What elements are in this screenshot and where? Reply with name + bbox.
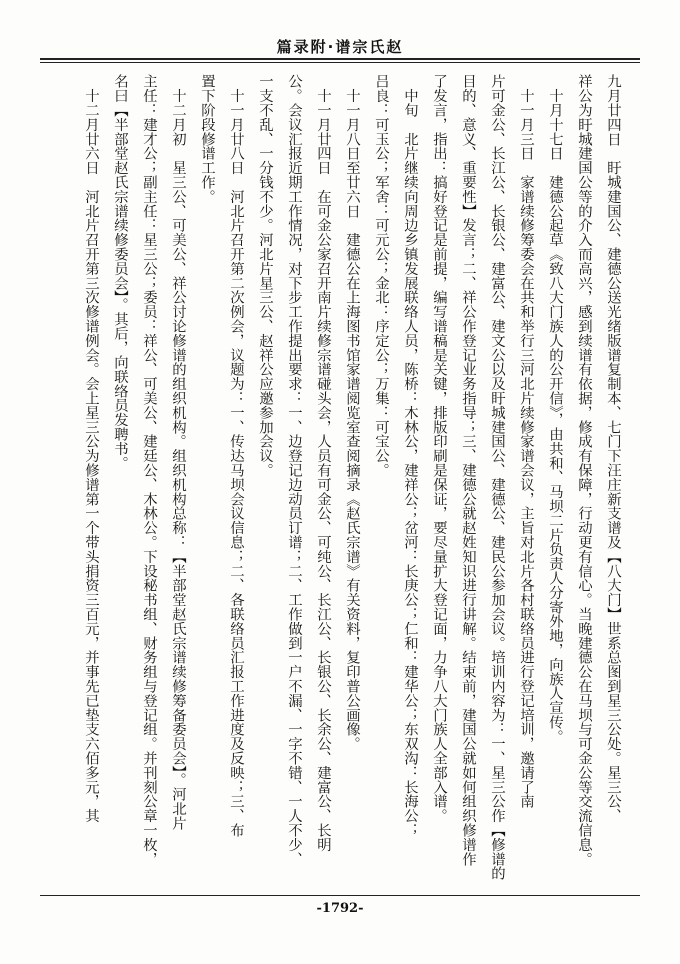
text-column-15: 置下阶段修谱工作。 [199, 74, 215, 204]
text-column-9: 吕良：可玉公；军舍：可元公；金北：序定公；万集：可宝公。 [373, 74, 389, 478]
text-column-1: 九月廿四日 盱城建国公、建德公送光绪版谱复制本、七门下汪庄新支谱及【八大门】世系总图到星三公处。星三公、 [605, 74, 621, 823]
text-column-5: 片可金公、长江公、长银公、建富公、建文公以及盱城建国公、建德公、建民公参加会议。培训内容为：一、星三公作【修谱的 [489, 74, 505, 881]
text-column-11: 十一月廿四日 在可金公家召开南片续修宗谱碰头会，人员有可金公、可纯公、长江公、长银公、长余公、建富公、长明 [315, 74, 331, 852]
running-header-title: 篇录附·谱宗氏赵 [276, 38, 404, 56]
text-column-7: 了发言，指出：搞好登记是前提，编写谱稿是关键，排版印刷是保证，要尽量扩大登记面，力争八大门族人全部入谱。 [431, 74, 447, 823]
header-rule [40, 58, 640, 60]
text-column-18: 名曰【半部堂赵氏宗谱续修委员会】。其后，向联络员发聘书。 [112, 74, 128, 470]
text-column-6: 目的、意义、重要性】发言；二、祥公作登记业务指导；三、建德公就赵姓知识进行讲解。结束前，建国公就如何组织修谱作 [460, 74, 476, 866]
text-column-4: 十一月三日 家谱续修筹委会在共和举行三河北片续修家谱会议，主旨对北片各村联络员进行登记培训，邀请了南 [518, 74, 534, 809]
text-column-2: 祥公为盱城建国公等的介入而高兴，感到续谱有依据，修成有保障，行动更有信心。当晚建德公在马坝与可金公等交流信息。 [576, 74, 592, 866]
text-column-10: 十一月八日至廿六日 建德公在上海图书馆家谱阅览室查阅摘录《赵氏宗谱》有关资料，复印普公画像。 [344, 74, 360, 751]
footer-rule [40, 895, 640, 896]
text-column-12: 公。会议汇报近期工作情况，对下步工作提出要求：一、边登记边动员订谱；二、工作做到一户不漏、一字不错、一人不少、 [286, 74, 302, 866]
text-column-17: 主任：建才公；副主任：星三公；委员：祥公、可美公、建廷公、木林公。下设秘书组、财务组与登记组。并刊刻公章一枚， [141, 74, 157, 866]
text-column-3: 十月十七日 建德公起草《致八大门族人的公开信》，由共和、马坝二片负责人分寄外地，向族人宣传。 [547, 74, 563, 744]
text-column-19: 十二月廿六日 河北片召开第三次修谱例会。会上星三公为修谱第一个带头捐资三百元，并事先已垫支六佰多元，其 [83, 74, 99, 823]
text-column-8: 中旬 北片继续向周边乡镇发展联络人员，陈桥：木林公，建祥公；岔河：长庚公；仁和：建华公；东双沟：长海公； [402, 74, 418, 838]
text-column-16: 十二月初 星三公、可美公、祥公讨论修谱的组织机构。组织机构总称：【半部堂赵氏宗谱续修筹备委员会】。河北片 [170, 74, 186, 830]
page-number: -1792- [316, 901, 364, 916]
text-column-13: 一支不乱、一分钱不少。河北片星三公、赵祥公应邀参加会议。 [257, 74, 273, 478]
header-rule-thin [40, 62, 640, 63]
text-column-14: 十一月廿八日 河北片召开第二次例会，议题为：一、传达马坝会议信息；二、各联络员汇报工作进度及反映；三、布 [228, 74, 244, 838]
